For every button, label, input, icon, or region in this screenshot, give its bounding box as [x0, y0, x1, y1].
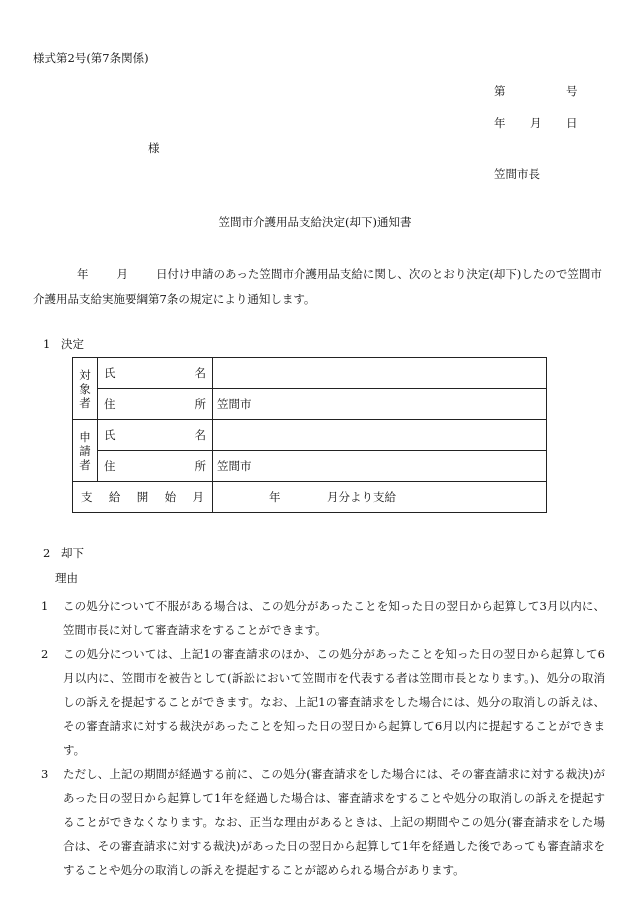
form-number: 様式第2号(第7条関係): [33, 51, 149, 65]
start-month-field[interactable]: [213, 482, 547, 513]
label-char: 所: [194, 459, 206, 473]
label-char: 住: [104, 459, 116, 473]
table-row: [73, 482, 547, 513]
addressee-suffix: 様: [148, 141, 160, 155]
date-month-label: 月: [530, 116, 542, 130]
target-name-field[interactable]: [213, 358, 547, 389]
section-decision-heading: [43, 336, 84, 352]
document-number-prefix: 第: [494, 84, 506, 98]
date-year-label: 年: [494, 116, 506, 130]
document-number-suffix: 号: [566, 84, 578, 98]
table-row: [73, 451, 547, 482]
group-label-char: 象: [79, 381, 91, 396]
section-title: 決定: [61, 337, 84, 351]
item-number: 2: [41, 647, 49, 661]
appeal-notice-list: [33, 594, 605, 882]
label-char: 支: [81, 490, 93, 504]
label-char: 給: [108, 490, 121, 504]
start-month-label: [73, 482, 213, 513]
group-label-char: 対: [79, 367, 91, 382]
start-year-label: 年: [269, 490, 281, 504]
item-number: 3: [41, 767, 49, 781]
group-label-char: 請: [79, 443, 91, 458]
section-title: 却下: [61, 546, 84, 560]
list-item: [33, 762, 605, 882]
list-item: [33, 642, 605, 762]
label-char: 住: [104, 397, 116, 411]
label-char: 開: [136, 490, 149, 504]
item-number: 1: [41, 599, 49, 613]
date-day-label: 日: [566, 116, 578, 130]
label-char: 名: [194, 428, 206, 442]
section-number: 2: [43, 546, 51, 560]
address-label: [98, 451, 213, 482]
item-text: ただし、上記の期間が経過する前に、この処分(審査請求をした場合には、その審査請求に対する裁決)があった日の翌日から起算して1年を経過した場合は、審査請求をすることや処分の取消しの訴えを提起することができなくなります。なお、正当な理由があるときは、上記の期間やこの処分(審査請求をした場合は、その審査請求に対する裁決)があった日の翌日から起算して1年を経過した後であっても審査請求をすることや処分の取消しの訴えを提起することが認められる場合があります。: [63, 767, 605, 877]
issuer-name: 笠間市長: [494, 167, 540, 181]
group-label-char: 者: [79, 395, 91, 410]
intro-text: 日付け申請のあった笠間市介護用品支給に関し、次のとおり決定(却下)したので笠間市介護用品支給実施要綱第7条の規定により通知します。: [33, 267, 602, 306]
intro-month-label: 月: [116, 267, 128, 281]
start-month-text: 月分より支給: [327, 490, 396, 504]
intro-year-label: 年: [77, 267, 89, 281]
table-row: [73, 420, 547, 451]
reason-label: 理由: [55, 571, 78, 585]
name-label: [98, 358, 213, 389]
item-text: この処分については、上記1の審査請求のほか、この処分があったことを知った日の翌日から起算して6月以内に、笠間市を被告として(訴訟において笠間市を代表する者は笠間市長となります。)、処分の取消しの訴えを提起することができます。なお、上記1の審査請求をした場合には、処分の取消しの訴えは、その審査請求に対する裁決があったことを知った日の翌日から起算して6月以内に提起することができます。: [63, 647, 605, 757]
section-number: 1: [43, 337, 51, 351]
label-char: 所: [194, 397, 206, 411]
target-person-group-label: [73, 358, 98, 420]
table-row: [73, 358, 547, 389]
decision-table: [72, 357, 547, 513]
item-text: この処分について不服がある場合は、この処分があったことを知った日の翌日から起算して3月以内に、笠間市長に対して審査請求をすることができます。: [63, 599, 605, 637]
group-label-char: 申: [79, 429, 91, 444]
applicant-name-field[interactable]: [213, 420, 547, 451]
intro-paragraph: [33, 262, 603, 312]
label-char: 氏: [104, 428, 116, 442]
label-char: 月: [192, 490, 204, 504]
list-item: [33, 594, 605, 642]
applicant-group-label: [73, 420, 98, 482]
section-rejection-heading: [43, 545, 84, 561]
label-char: 名: [194, 366, 206, 380]
name-label: [98, 420, 213, 451]
group-label-char: 者: [79, 457, 91, 472]
target-address-field[interactable]: 笠間市: [213, 389, 547, 420]
applicant-address-field[interactable]: 笠間市: [213, 451, 547, 482]
table-row: [73, 389, 547, 420]
document-title: 笠間市介護用品支給決定(却下)通知書: [218, 215, 412, 229]
label-char: 氏: [104, 366, 116, 380]
address-label: [98, 389, 213, 420]
label-char: 始: [164, 490, 177, 504]
